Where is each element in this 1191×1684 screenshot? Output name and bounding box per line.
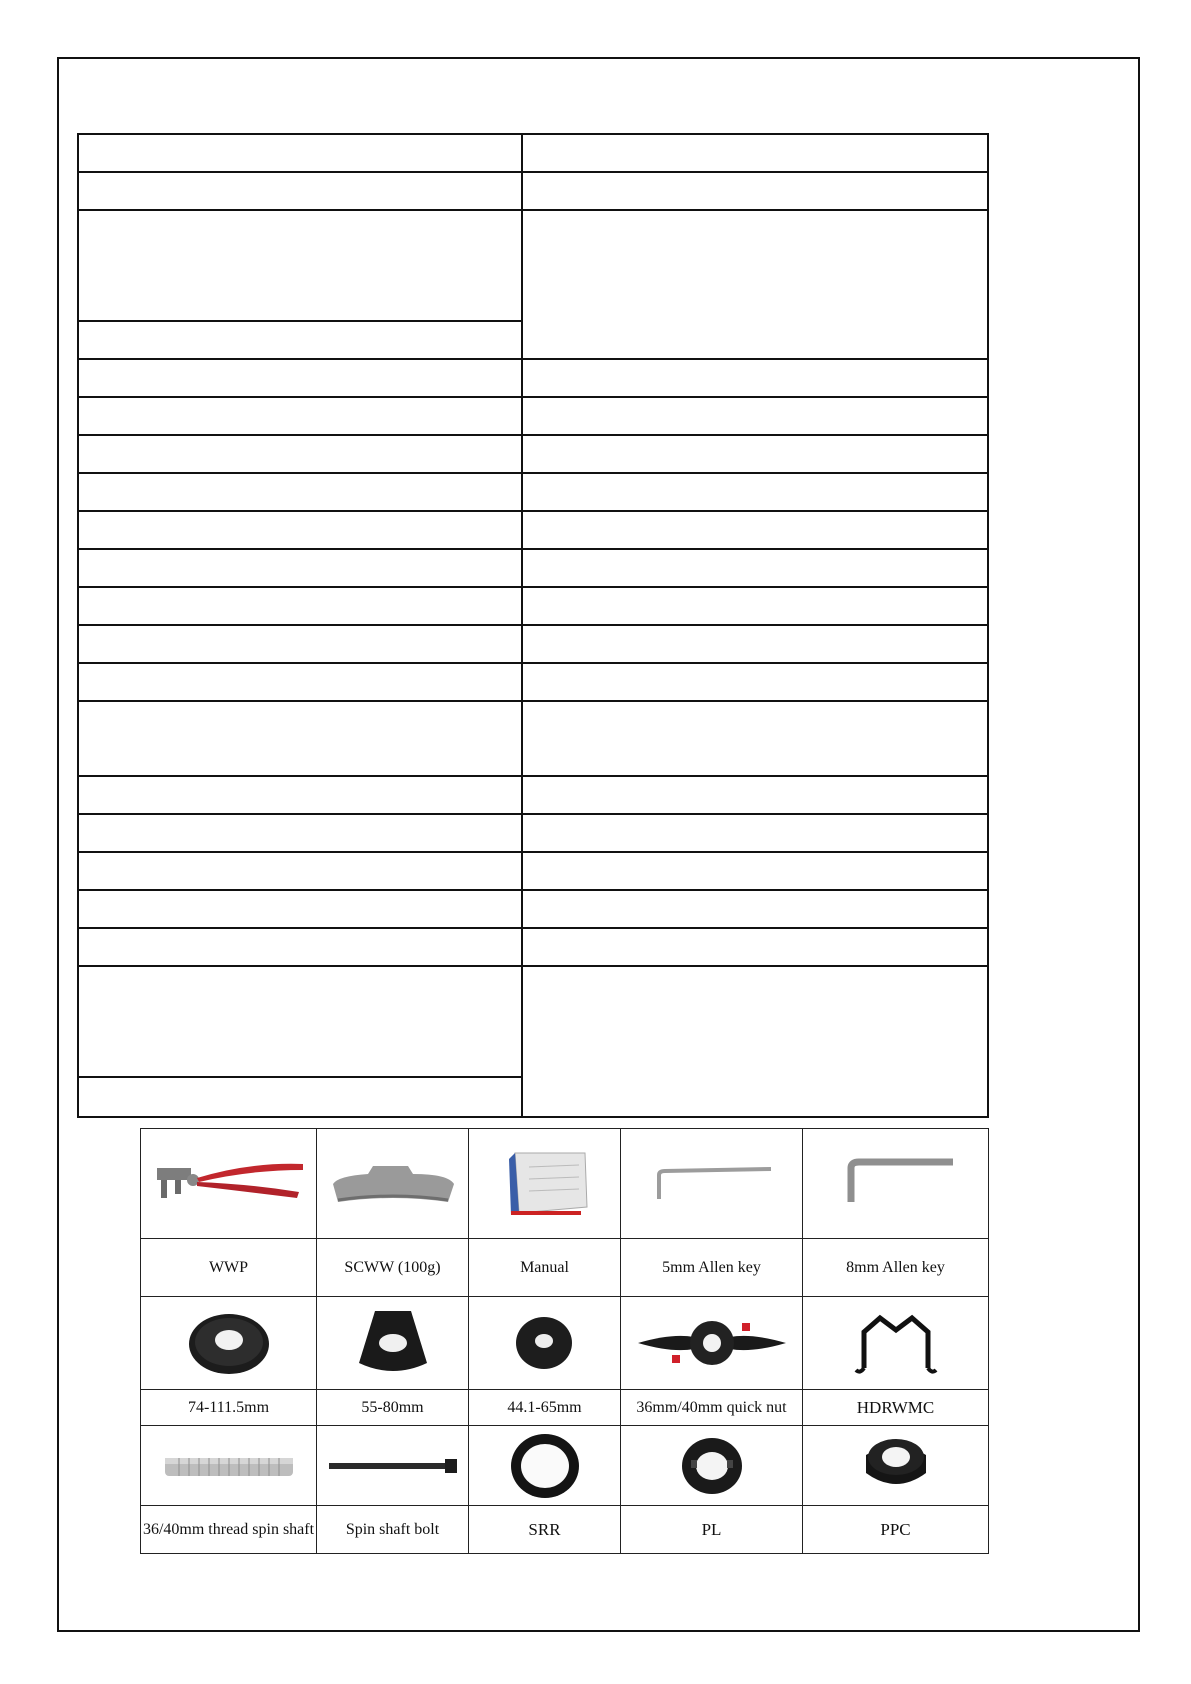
accessory-label-text: 8mm Allen key [846, 1258, 945, 1276]
spec-cell [521, 396, 989, 436]
spec-cell [521, 662, 989, 702]
spec-cell [77, 472, 523, 512]
spec-cell [77, 813, 523, 853]
quick-nut-icon [632, 1313, 792, 1373]
accessory-label [621, 1239, 803, 1297]
spec-cell [77, 775, 523, 815]
accessory-label [469, 1390, 621, 1426]
spec-cell [77, 548, 523, 588]
accessory-image-row [141, 1297, 989, 1390]
spec-cell [77, 927, 523, 967]
accessory-label-text: 74-111.5mm [187, 1398, 270, 1416]
accessory-label [621, 1390, 803, 1426]
accessory-image-cell [469, 1129, 621, 1239]
accessory-label [469, 1239, 621, 1297]
accessory-label-text: PPC [880, 1519, 911, 1539]
spec-cell [77, 1076, 523, 1118]
spec-cell [521, 624, 989, 664]
accessory-label-text: 5mm Allen key [662, 1258, 761, 1276]
spec-cell [521, 133, 989, 173]
protective-cup-icon [856, 1431, 936, 1501]
accessory-label-text: WWP [208, 1258, 249, 1276]
rubber-ring-icon [505, 1429, 585, 1503]
accessory-label [803, 1390, 989, 1426]
manual-booklet-icon [495, 1149, 595, 1219]
accessory-label-text: PL [701, 1519, 722, 1539]
spec-cell [521, 813, 989, 853]
accessory-label-text: SRR [528, 1519, 561, 1539]
spec-cell [521, 927, 989, 967]
accessory-label-row [141, 1390, 989, 1426]
accessory-label-text: SCWW (100g) [344, 1258, 441, 1276]
spec-cell [77, 171, 523, 211]
spec-cell [77, 889, 523, 929]
accessory-label [141, 1390, 317, 1426]
accessory-label-text: 36/40mm thread spin shaft [142, 1520, 315, 1538]
accessory-label [621, 1506, 803, 1554]
spec-cell [521, 548, 989, 588]
weight-caliper-icon [846, 1308, 946, 1378]
accessory-image-cell [621, 1297, 803, 1390]
accessory-label [317, 1506, 469, 1554]
thread-shaft-icon [159, 1446, 299, 1486]
spec-cell [77, 209, 523, 322]
spec-cell [521, 775, 989, 815]
accessory-image-cell [469, 1297, 621, 1390]
spec-cell [77, 510, 523, 550]
spec-cell [77, 320, 523, 360]
spec-cell [521, 171, 989, 211]
accessory-label-row [141, 1506, 989, 1554]
accessories-table [140, 1128, 989, 1554]
accessory-label-text: HDRWMC [856, 1397, 935, 1417]
pressure-cup-icon [677, 1434, 747, 1498]
spec-cell [521, 358, 989, 398]
accessory-image-row [141, 1426, 989, 1506]
accessory-image-cell [803, 1426, 989, 1506]
spec-cell [77, 965, 523, 1078]
spec-cell [521, 851, 989, 891]
clip-wheel-weight-icon [328, 1154, 458, 1214]
spec-cell [521, 209, 989, 360]
allen-key-8mm-icon [831, 1154, 961, 1214]
accessory-image-cell [141, 1129, 317, 1239]
accessory-label [469, 1506, 621, 1554]
spec-table [77, 133, 989, 1118]
small-cone-icon [510, 1313, 580, 1373]
accessory-label [141, 1506, 317, 1554]
wheel-weight-pliers-icon [149, 1154, 309, 1214]
accessory-image-row [141, 1129, 989, 1239]
allen-key-5mm-icon [647, 1159, 777, 1209]
accessory-label-row [141, 1239, 989, 1297]
accessory-image-cell [621, 1129, 803, 1239]
spec-cell [521, 472, 989, 512]
spec-cell [77, 586, 523, 626]
spec-cell [77, 396, 523, 436]
spec-cell [77, 700, 523, 777]
spec-cell [77, 851, 523, 891]
accessory-image-cell [621, 1426, 803, 1506]
accessory-label-text: 44.1-65mm [507, 1398, 582, 1416]
accessory-label-text: Spin shaft bolt [345, 1520, 440, 1538]
spec-cell [521, 510, 989, 550]
large-cone-icon [184, 1308, 274, 1378]
spec-cell [521, 700, 989, 777]
spec-cell [77, 662, 523, 702]
accessory-image-cell [803, 1297, 989, 1390]
accessory-image-cell [469, 1426, 621, 1506]
accessory-image-cell [141, 1426, 317, 1506]
accessory-label-text: Manual [520, 1258, 569, 1276]
accessory-image-cell [803, 1129, 989, 1239]
spec-cell [521, 586, 989, 626]
accessory-label [803, 1239, 989, 1297]
accessory-label [803, 1506, 989, 1554]
accessory-label-text: 55-80mm [361, 1398, 424, 1416]
accessory-image-cell [141, 1297, 317, 1390]
spec-cell [521, 965, 989, 1118]
accessory-label [317, 1390, 469, 1426]
shaft-bolt-icon [323, 1451, 463, 1481]
medium-cone-icon [353, 1303, 433, 1383]
accessory-image-cell [317, 1426, 469, 1506]
spec-cell [521, 889, 989, 929]
accessory-label [317, 1239, 469, 1297]
accessory-image-cell [317, 1297, 469, 1390]
accessory-label-text: 36mm/40mm quick nut [636, 1398, 787, 1416]
accessory-label [141, 1239, 317, 1297]
spec-cell [77, 133, 523, 173]
spec-cell [77, 434, 523, 474]
spec-cell [521, 434, 989, 474]
accessory-image-cell [317, 1129, 469, 1239]
spec-cell [77, 358, 523, 398]
spec-cell [77, 624, 523, 664]
